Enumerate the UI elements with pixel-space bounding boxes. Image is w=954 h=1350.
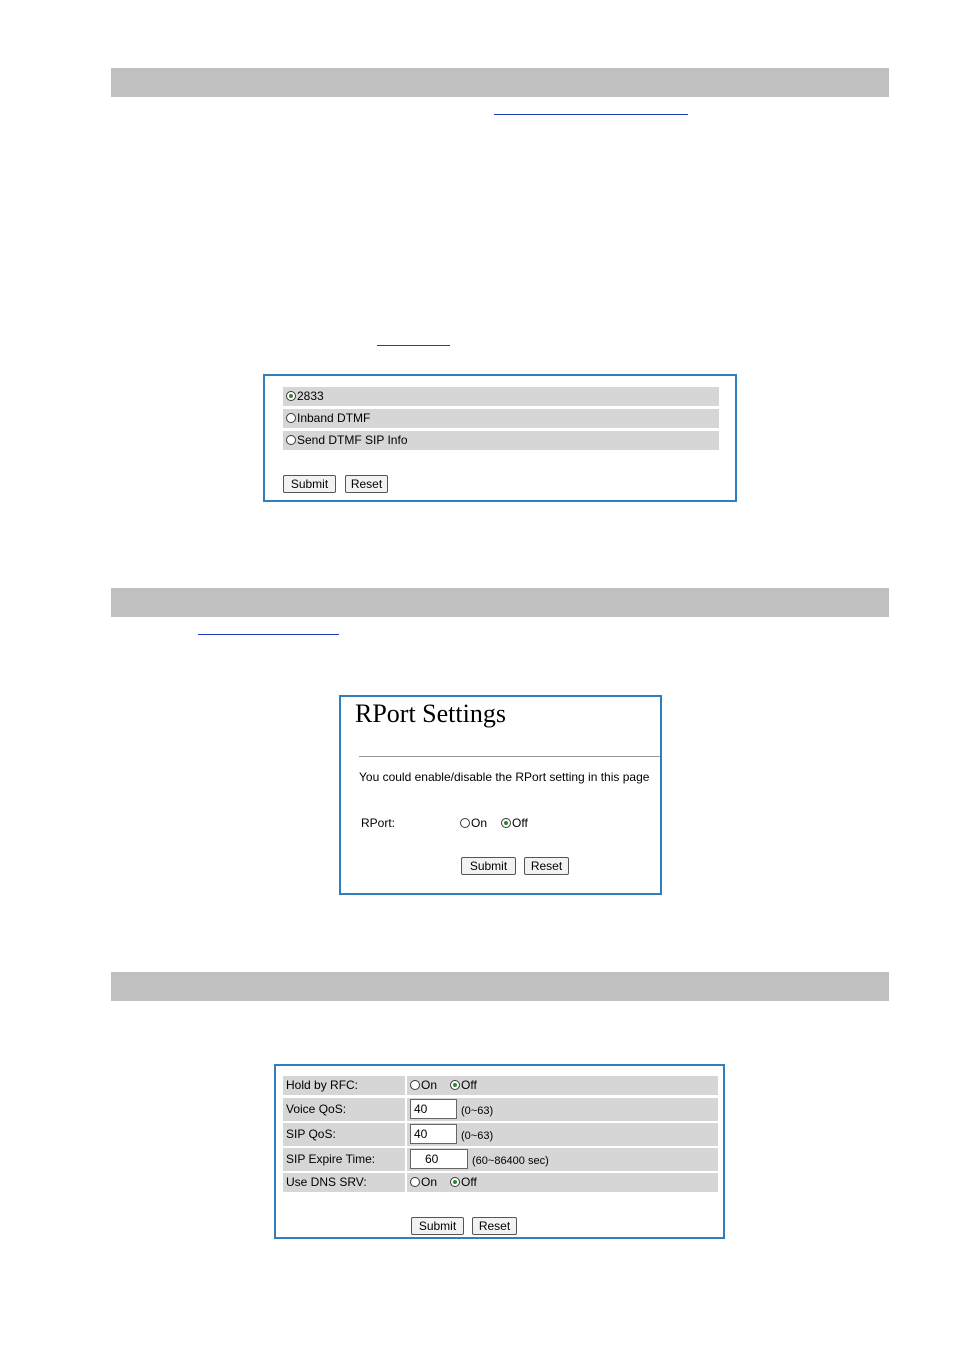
- link-underline[interactable]: [494, 114, 688, 115]
- submit-button[interactable]: Submit: [283, 475, 336, 493]
- dtmf-option-row[interactable]: [283, 387, 719, 406]
- reset-button[interactable]: Reset: [524, 857, 569, 875]
- section-bar-rport: [111, 588, 889, 617]
- field-label: Use DNS SRV:: [286, 1175, 367, 1189]
- radio-icon[interactable]: [460, 818, 470, 828]
- sip-expire-value-cell: [407, 1148, 718, 1171]
- dns-srv-off-option[interactable]: [450, 1173, 477, 1192]
- dtmf-option-label: Inband DTMF: [297, 411, 371, 425]
- section-bar-other: [111, 972, 889, 1001]
- dtmf-settings-panel: [263, 374, 737, 502]
- hold-by-rfc-off-option[interactable]: [450, 1076, 477, 1095]
- radio-label: Off: [461, 1078, 477, 1092]
- rport-off-option[interactable]: [501, 816, 528, 830]
- dns-srv-on-option[interactable]: [410, 1173, 437, 1192]
- radio-icon[interactable]: [286, 413, 296, 423]
- sip-qos-input[interactable]: 40: [410, 1124, 457, 1144]
- radio-selected-icon[interactable]: [286, 391, 296, 401]
- radio-selected-icon[interactable]: [450, 1177, 460, 1187]
- field-label: Voice QoS:: [286, 1102, 347, 1116]
- link-underline[interactable]: [198, 634, 339, 635]
- rport-label: RPort:: [361, 816, 396, 830]
- range-hint: (0~63): [461, 1105, 494, 1117]
- reset-button[interactable]: Reset: [345, 475, 388, 493]
- radio-label: On: [471, 816, 488, 830]
- radio-icon[interactable]: [410, 1177, 420, 1187]
- rport-settings-panel: [339, 695, 662, 895]
- range-hint: (0~63): [461, 1130, 494, 1142]
- dtmf-option-label: Send DTMF SIP Info: [297, 433, 408, 447]
- divider: [359, 756, 660, 757]
- hold-by-rfc-label-cell: [283, 1076, 405, 1095]
- radio-icon[interactable]: [410, 1080, 420, 1090]
- reset-button[interactable]: Reset: [472, 1217, 517, 1235]
- other-settings-panel: [274, 1064, 725, 1239]
- rport-description: You could enable/disable the RPort setting in this page: [359, 770, 650, 784]
- radio-icon[interactable]: [286, 435, 296, 445]
- submit-button[interactable]: Submit: [411, 1217, 464, 1235]
- radio-label: Off: [512, 816, 528, 830]
- link-underline[interactable]: [377, 345, 450, 346]
- sip-expire-label-cell: [283, 1148, 405, 1171]
- page-title: RPort Settings: [355, 699, 506, 728]
- hold-by-rfc-on-option[interactable]: [410, 1076, 437, 1095]
- field-label: SIP QoS:: [286, 1127, 336, 1141]
- radio-selected-icon[interactable]: [501, 818, 511, 828]
- range-hint: (60~86400 sec): [472, 1155, 549, 1167]
- sip-expire-input[interactable]: 60: [410, 1149, 468, 1169]
- radio-label: On: [421, 1175, 438, 1189]
- radio-selected-icon[interactable]: [450, 1080, 460, 1090]
- field-label: SIP Expire Time:: [286, 1152, 376, 1166]
- dns-srv-value-cell: [407, 1173, 718, 1192]
- rport-on-option[interactable]: [460, 816, 487, 830]
- voice-qos-value-cell: [407, 1098, 718, 1121]
- voice-qos-input[interactable]: 40: [410, 1099, 457, 1119]
- sip-qos-label-cell: [283, 1123, 405, 1146]
- voice-qos-label-cell: [283, 1098, 405, 1121]
- dtmf-option-row[interactable]: [283, 431, 719, 450]
- radio-label: Off: [461, 1175, 477, 1189]
- field-label: Hold by RFC:: [286, 1078, 359, 1092]
- radio-label: On: [421, 1078, 438, 1092]
- section-bar-dtmf: [111, 68, 889, 97]
- sip-qos-value-cell: [407, 1123, 718, 1146]
- submit-button[interactable]: Submit: [461, 857, 516, 875]
- dns-srv-label-cell: [283, 1173, 405, 1192]
- hold-by-rfc-value-cell: [407, 1076, 718, 1095]
- dtmf-option-label: 2833: [297, 389, 324, 403]
- dtmf-option-row[interactable]: [283, 409, 719, 428]
